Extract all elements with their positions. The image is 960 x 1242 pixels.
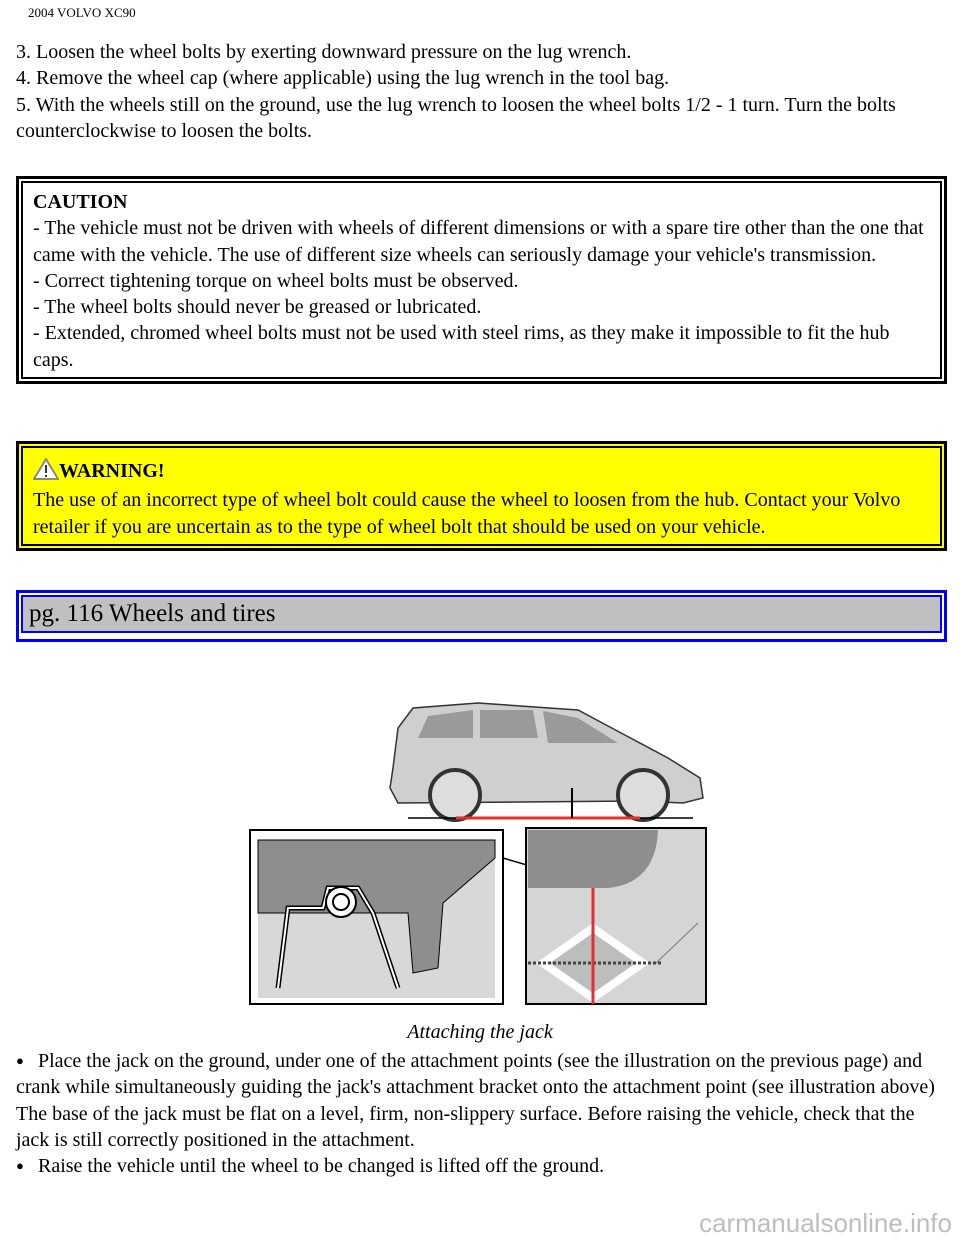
bullet-item: Raise the vehicle until the wheel to be changed is lifted off the ground. [38, 1155, 605, 1177]
figure-caption: Attaching the jack [407, 1021, 553, 1043]
jack-illustration [248, 698, 708, 1008]
caution-title: CAUTION [33, 191, 128, 213]
bullet-icon: ● [16, 1158, 24, 1173]
section-title: pg. 116 Wheels and tires [21, 595, 942, 633]
section-header [16, 590, 947, 642]
caution-line: - The wheel bolts should never be greased or lubricated. [33, 296, 482, 319]
caution-line: - Extended, chromed wheel bolts must not be used with steel rims, as they make it impossible to fit the hub caps. [33, 322, 890, 371]
warning-text: The use of an incorrect type of wheel bolt could cause the wheel to loosen from the hub. Contact your Volvo retailer if you are uncertain as to the type of wheel bolt that should be used on your vehicle. [33, 489, 901, 538]
warning-box [16, 441, 947, 551]
watermark: carmanualsonline.info [699, 1208, 952, 1238]
step-3: 3. Loosen the wheel bolts by exerting downward pressure on the lug wrench. [16, 41, 632, 63]
caution-line: - The vehicle must not be driven with wheels of different dimensions or with a spare tire other than the one that came with the vehicle. The use of different size wheels can seriously damage your vehicle's transmission. [33, 217, 924, 266]
step-5: 5. With the wheels still on the ground, use the lug wrench to loosen the wheel bolts 1/2 - 1 turn. Turn the bolts counterclockwise to loosen the bolts. [16, 94, 896, 143]
bullet-item: Place the jack on the ground, under one of the attachment points (see the illustration on the previous page) and crank while simultaneously guiding the jack's attachment bracket onto the attachment point (see illustration above) The base of the jack must be flat on a level, firm, non-slippery surface. Before raising the vehicle, check that the jack is still correctly positioned in the attachment. [16, 1050, 935, 1151]
step-4: 4. Remove the wheel cap (where applicable) using the lug wrench in the tool bag. [16, 67, 670, 89]
caution-box [16, 176, 947, 384]
document-header: 2004 VOLVO XC90 [28, 5, 136, 20]
caution-line: - Correct tightening torque on wheel bolts must be observed. [33, 269, 519, 292]
warning-title: WARNING! [59, 460, 165, 482]
warning-triangle-icon [33, 458, 59, 487]
bullet-icon: ● [16, 1053, 24, 1068]
